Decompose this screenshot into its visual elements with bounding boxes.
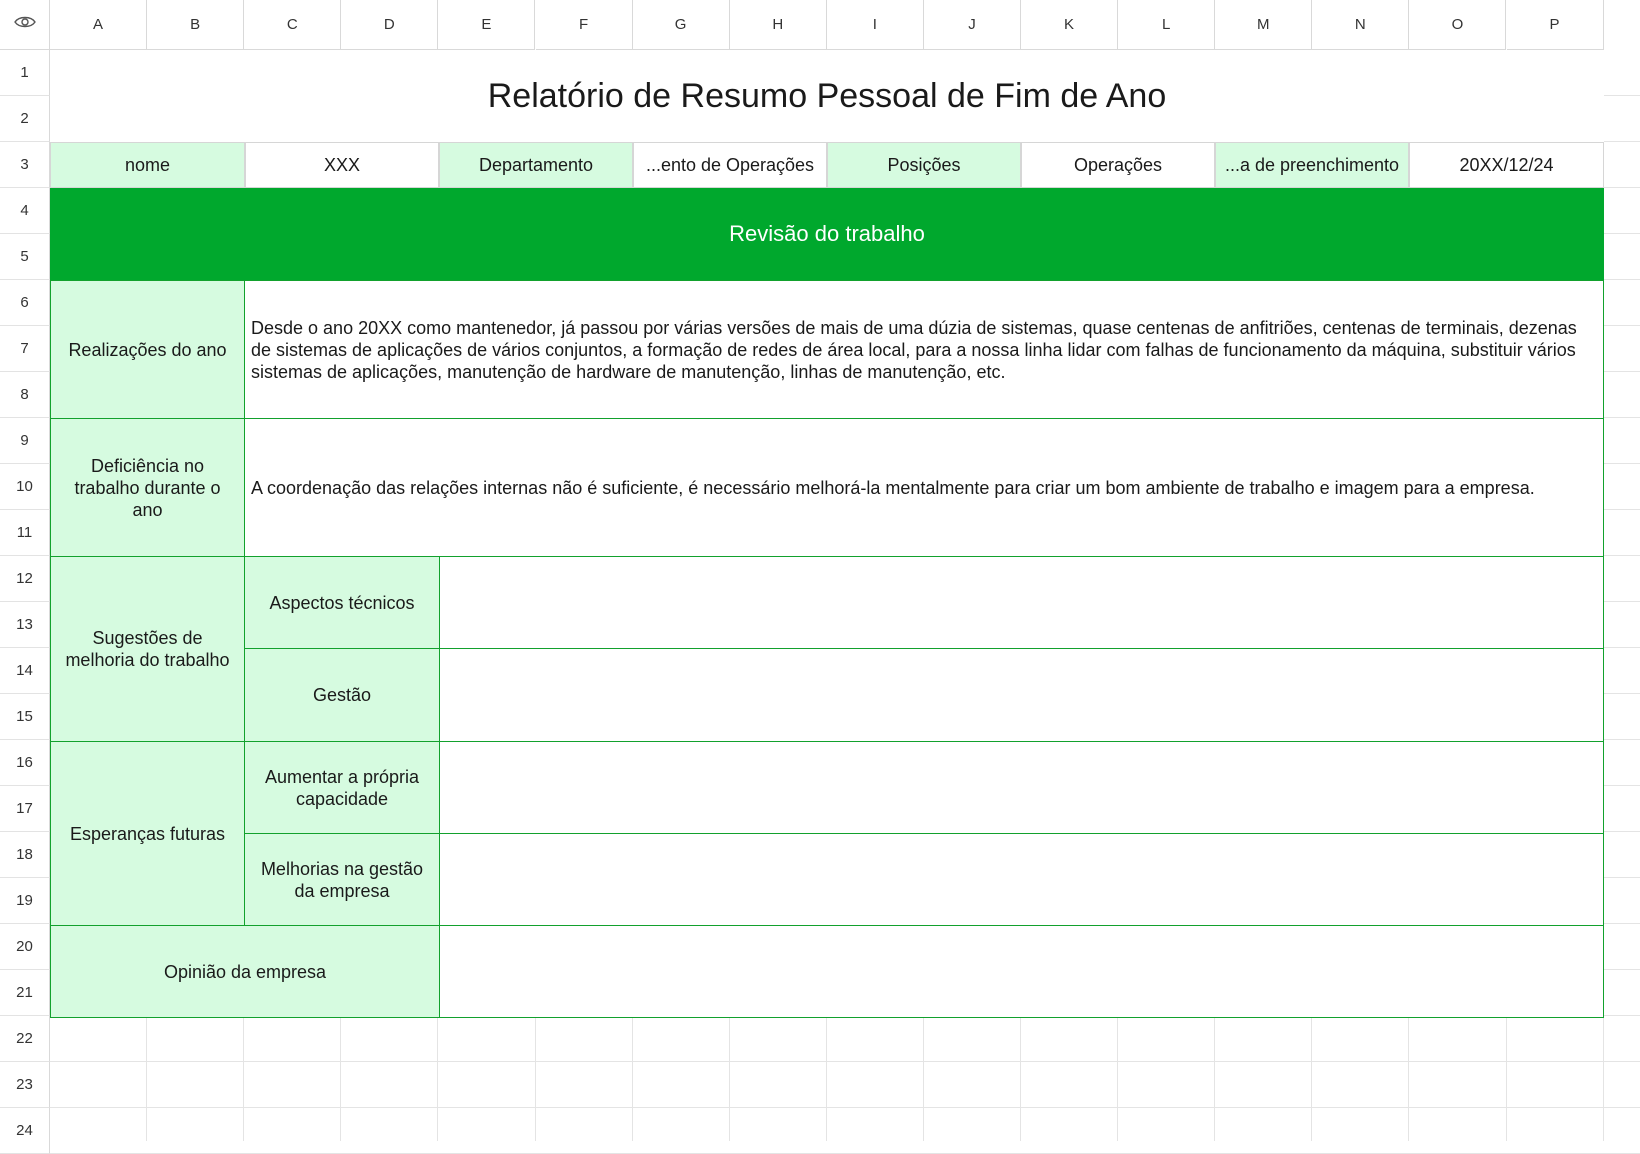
report-title[interactable]: Relatório de Resumo Pessoal de Fim de Ano bbox=[50, 50, 1604, 142]
row-header-2[interactable]: 2 bbox=[0, 96, 50, 142]
row-header-3[interactable]: 3 bbox=[0, 142, 50, 188]
column-header-o[interactable]: O bbox=[1409, 0, 1506, 50]
column-header-l[interactable]: L bbox=[1118, 0, 1215, 50]
company-management-label[interactable]: Melhorias na gestão da empresa bbox=[244, 833, 440, 926]
row-header-14[interactable]: 14 bbox=[0, 648, 50, 694]
fill-date-value[interactable]: 20XX/12/24 bbox=[1409, 142, 1604, 188]
column-header-k[interactable]: K bbox=[1021, 0, 1118, 50]
suggestions-label[interactable]: Sugestões de melhoria do trabalho bbox=[50, 556, 245, 742]
row-header-23[interactable]: 23 bbox=[0, 1062, 50, 1108]
row-header-12[interactable]: 12 bbox=[0, 556, 50, 602]
column-header-d[interactable]: D bbox=[341, 0, 438, 50]
technical-aspects-input[interactable] bbox=[439, 556, 1604, 649]
company-opinion-label[interactable]: Opinião da empresa bbox=[50, 925, 440, 1018]
gridline-horizontal bbox=[50, 1107, 1640, 1108]
name-value[interactable]: XXX bbox=[245, 142, 439, 188]
future-hopes-label[interactable]: Esperanças futuras bbox=[50, 741, 245, 926]
row-header-8[interactable]: 8 bbox=[0, 372, 50, 418]
row-header-10[interactable]: 10 bbox=[0, 464, 50, 510]
eye-icon[interactable] bbox=[14, 15, 36, 34]
capacity-input[interactable] bbox=[439, 741, 1604, 834]
work-review-banner[interactable]: Revisão do trabalho bbox=[50, 188, 1604, 280]
deficiency-text[interactable]: A coordenação das relações internas não é suficiente, é necessário melhorá-la mentalmente para criar um bom ambiente de trabalho e imagem para a empresa. bbox=[244, 418, 1604, 557]
row-header-16[interactable]: 16 bbox=[0, 740, 50, 786]
position-label[interactable]: Posições bbox=[827, 142, 1021, 188]
technical-aspects-label[interactable]: Aspectos técnicos bbox=[244, 556, 440, 649]
row-header-7[interactable]: 7 bbox=[0, 326, 50, 372]
fill-date-label[interactable]: ...a de preenchimento bbox=[1215, 142, 1409, 188]
achievements-text[interactable]: Desde o ano 20XX como mantenedor, já passou por várias versões de mais de uma dúzia de sistemas, quase centenas de anfitriões, centenas de terminais, dezenas de sistemas de aplicações de vários conjuntos, a formação de redes de área local, para a nossa linha lidar com falhas de funcionamento da máquina, substituir vários sistemas de aplicações, manutenção de hardware de manutenção, linhas de manutenção, etc. bbox=[244, 280, 1604, 419]
column-header-i[interactable]: I bbox=[827, 0, 924, 50]
column-header-g[interactable]: G bbox=[633, 0, 730, 50]
row-header-20[interactable]: 20 bbox=[0, 924, 50, 970]
row-header-9[interactable]: 9 bbox=[0, 418, 50, 464]
row-header-18[interactable]: 18 bbox=[0, 832, 50, 878]
gridline-horizontal bbox=[50, 1061, 1640, 1062]
row-header-21[interactable]: 21 bbox=[0, 970, 50, 1016]
company-management-input[interactable] bbox=[439, 833, 1604, 926]
row-header-4[interactable]: 4 bbox=[0, 188, 50, 234]
row-header-1[interactable]: 1 bbox=[0, 50, 50, 96]
capacity-label[interactable]: Aumentar a própria capacidade bbox=[244, 741, 440, 834]
department-label[interactable]: Departamento bbox=[439, 142, 633, 188]
achievements-label[interactable]: Realizações do ano bbox=[50, 280, 245, 419]
company-opinion-input[interactable] bbox=[439, 925, 1604, 1018]
deficiency-label[interactable]: Deficiência no trabalho durante o ano bbox=[50, 418, 245, 557]
row-header-6[interactable]: 6 bbox=[0, 280, 50, 326]
row-header-24[interactable]: 24 bbox=[0, 1108, 50, 1154]
row-header-15[interactable]: 15 bbox=[0, 694, 50, 740]
column-header-h[interactable]: H bbox=[730, 0, 827, 50]
row-header-11[interactable]: 11 bbox=[0, 510, 50, 556]
column-header-e[interactable]: E bbox=[438, 0, 535, 50]
management-input[interactable] bbox=[439, 648, 1604, 742]
select-all-corner[interactable] bbox=[0, 0, 50, 50]
row-header-5[interactable]: 5 bbox=[0, 234, 50, 280]
column-header-f[interactable]: F bbox=[536, 0, 633, 50]
column-header-n[interactable]: N bbox=[1312, 0, 1409, 50]
name-label[interactable]: nome bbox=[50, 142, 245, 188]
department-value[interactable]: ...ento de Operações bbox=[633, 142, 827, 188]
row-header-19[interactable]: 19 bbox=[0, 878, 50, 924]
row-header-13[interactable]: 13 bbox=[0, 602, 50, 648]
column-header-b[interactable]: B bbox=[147, 0, 244, 50]
management-label[interactable]: Gestão bbox=[244, 648, 440, 742]
row-header-22[interactable]: 22 bbox=[0, 1016, 50, 1062]
row-header-17[interactable]: 17 bbox=[0, 786, 50, 832]
position-value[interactable]: Operações bbox=[1021, 142, 1215, 188]
column-header-c[interactable]: C bbox=[244, 0, 341, 50]
column-header-j[interactable]: J bbox=[924, 0, 1021, 50]
column-header-m[interactable]: M bbox=[1215, 0, 1312, 50]
column-header-a[interactable]: A bbox=[50, 0, 147, 50]
column-header-p[interactable]: P bbox=[1507, 0, 1604, 50]
